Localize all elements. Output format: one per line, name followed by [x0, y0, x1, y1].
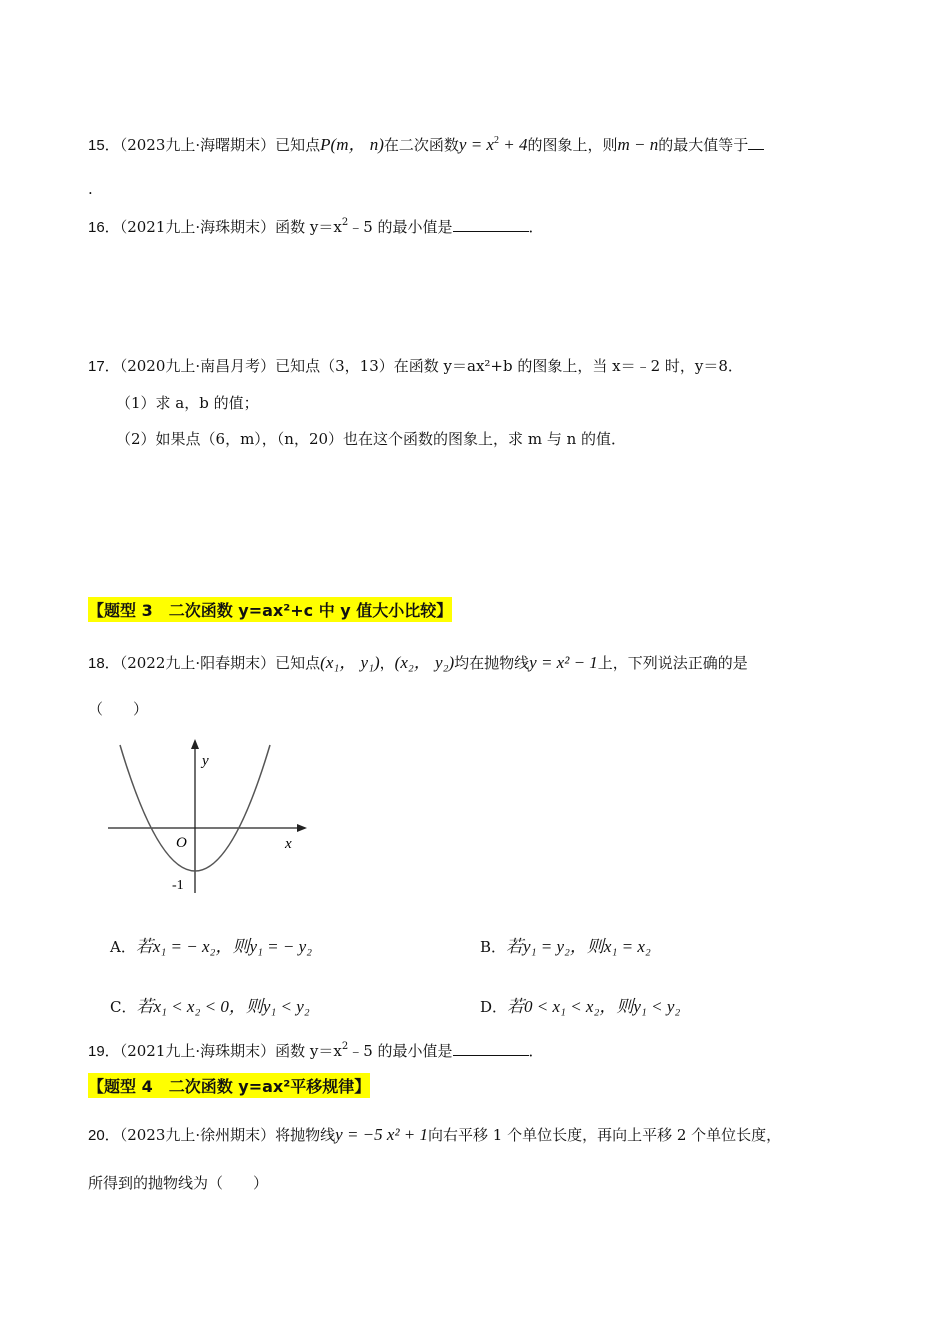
section-heading-3: 【题型 3 二次函数 y=ax²+c 中 y 值大小比较】: [88, 597, 452, 622]
option-b-label: B．: [480, 938, 507, 956]
question-15-end: .: [88, 180, 93, 198]
question-number: 17．: [88, 358, 120, 375]
question-source: （2023九上·徐州期末）: [119, 1126, 276, 1144]
parabola-expression: y = x² − 1: [529, 653, 598, 672]
parabola-graph: [100, 735, 315, 895]
option-c-text: 若x₁ < x₂ < 0，则y₁ < y₂: [136, 997, 310, 1016]
question-20-line-2: 所得到的抛物线为（ ）: [88, 1174, 269, 1192]
answer-parentheses: （ ）: [88, 700, 149, 718]
question-source: （2021九上·海珠期末）: [119, 218, 276, 236]
question-17: [88, 355, 743, 376]
option-b-text: 若y₁ = y₂，则x₁ = x₂: [506, 937, 651, 956]
point-1: (x₁， y₁): [320, 653, 380, 672]
question-source: （2021九上·海珠期末）: [119, 1042, 276, 1060]
x-axis-arrow: [297, 824, 307, 832]
parabola-expression: y = −5 x² + 1: [335, 1125, 429, 1144]
question-19: 19．（2021九上·海珠期末）函数 $y=x^2﹣5$ 的最小值是 ．: [88, 1041, 544, 1060]
question-18: 18．（2022九上·阳春期末）已知点(x₁， y₁)，(x₂， y₂)均在抛物线y = x² − 1上，下列说法正确的是: [88, 653, 748, 672]
question-number: 18．: [88, 655, 120, 672]
question-source: （2023九上·海曙期末）: [119, 136, 276, 154]
point-2: (x₂， y₂): [394, 653, 455, 672]
question-16: 16．（2021九上·海珠期末）函数 $y=x^2﹣5$ 的最小值是 ．: [88, 217, 544, 236]
question-number: 19．: [88, 1043, 120, 1060]
x-axis-label: x: [285, 836, 292, 852]
point-expression: P(m， n): [320, 135, 384, 154]
section-heading-4: 【题型 4 二次函数 y=ax²平移规律】: [88, 1073, 370, 1098]
option-a[interactable]: [110, 932, 312, 957]
option-d[interactable]: [480, 992, 680, 1017]
option-a-text: 若x₁ = − x₂，则y₁ = − y₂: [135, 937, 313, 956]
question-15: 15．（2023九上·海曙期末）已知点P(m， n)在二次函数$y = x^2 + 4$的图象上，则m − n的最大值等于: [88, 130, 764, 155]
option-a-label: A．: [110, 938, 136, 956]
option-d-text: 若0 < x₁ < x₂，则y₁ < y₂: [507, 997, 681, 1016]
difference-expression: m − n: [617, 135, 659, 154]
question-number: 16．: [88, 219, 120, 236]
answer-blank: [748, 137, 764, 150]
option-b[interactable]: [480, 932, 651, 957]
question-text: 已知点（3，13）在函数 y＝ax²+b 的图象上，当 x＝﹣2 时，y＝8．: [275, 357, 743, 375]
question-20: 20．（2023九上·徐州期末）将抛物线y = −5 x² + 1向右平移 1 个单位长度，再向上平移 2 个单位长度，: [88, 1125, 782, 1144]
option-c-label: C．: [110, 998, 137, 1016]
question-17-part-1: （1）求 a，b 的值；: [116, 394, 259, 412]
question-number: 20．: [88, 1127, 120, 1144]
option-d-label: D．: [480, 998, 508, 1016]
vertex-label: -1: [172, 878, 184, 893]
question-17-part-2: （2）如果点（6，m），（n，20）也在这个函数的图象上，求 m 与 n 的值．: [116, 430, 627, 448]
question-number: 15．: [88, 137, 120, 154]
question-source: （2020九上·南昌月考）: [119, 357, 276, 375]
option-c[interactable]: [110, 992, 310, 1017]
function-expression: $y = x^2 + 4$: [458, 135, 528, 154]
answer-blank: [453, 1043, 529, 1056]
answer-blank: [453, 219, 529, 232]
y-axis-label: y: [202, 753, 209, 769]
question-source: （2022九上·阳春期末）: [119, 654, 276, 672]
origin-label: O: [176, 835, 187, 851]
y-axis-arrow: [191, 739, 199, 749]
